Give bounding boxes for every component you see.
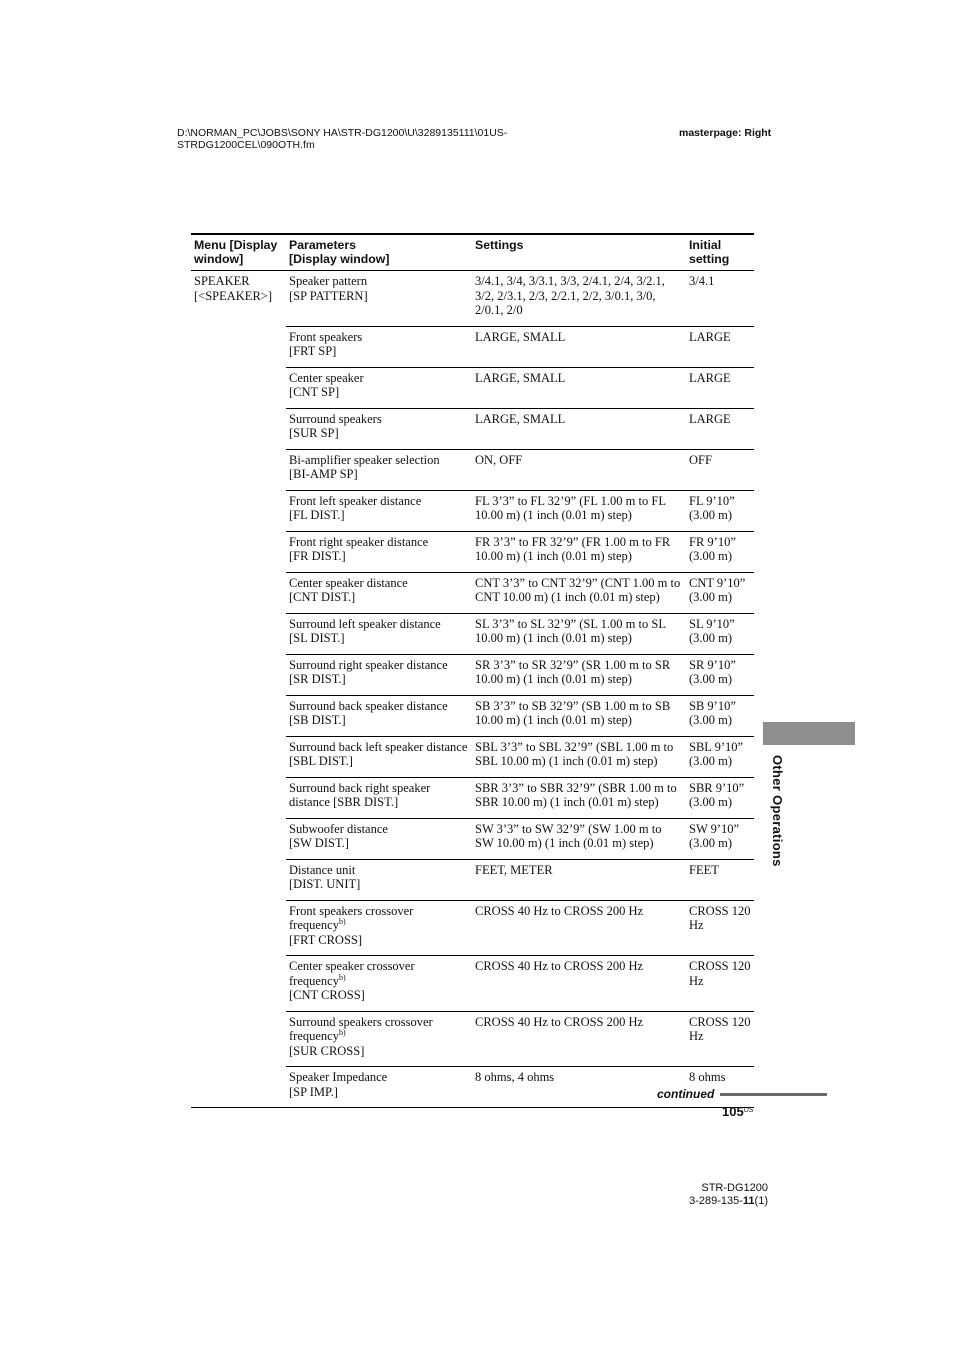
parameter-name: Speaker Impedance <box>289 1070 388 1084</box>
menu-cell <box>191 572 286 613</box>
parameter-display-window: [SUR CROSS] <box>289 1043 365 1058</box>
parameter-display-window: [CNT SP] <box>289 385 340 399</box>
parameter-cell <box>286 654 472 695</box>
menu-cell <box>191 408 286 449</box>
menu-cell <box>191 777 286 818</box>
menu-cell <box>191 326 286 367</box>
header-initial-line-2: setting <box>689 252 730 266</box>
parameter-name: Surround left speaker distance <box>289 616 441 631</box>
settings-cell: CNT 3’3” to CNT 32’9” (CNT 1.00 m to CNT 10.00 m) (1 inch (0.01 m) step) <box>472 572 686 613</box>
parameter-name: Distance unit <box>289 862 356 877</box>
menu-cell <box>191 367 286 408</box>
settings-cell: SBL 3’3” to SBL 32’9” (SBL 1.00 m to SBL 10.00 m) (1 inch (0.01 m) step) <box>472 736 686 777</box>
menu-cell <box>191 449 286 490</box>
parameter-display-window: [SBL DIST.] <box>289 754 353 768</box>
parameter-display-window: [FRT CROSS] <box>289 932 363 947</box>
menu-cell <box>191 695 286 736</box>
parameter-cell <box>286 490 472 531</box>
header-menu-line-2: window] <box>194 252 244 266</box>
parameter-cell <box>286 1067 472 1108</box>
table-row <box>191 859 754 900</box>
settings-cell: CROSS 40 Hz to CROSS 200 Hz <box>472 1011 686 1067</box>
footer-code-prefix: 3-289-135- <box>689 1195 743 1207</box>
parameter-name-cont: frequency <box>289 1029 339 1043</box>
settings-cell: LARGE, SMALL <box>472 326 686 367</box>
settings-cell: LARGE, SMALL <box>472 408 686 449</box>
parameter-cell <box>286 818 472 859</box>
parameter-display-window: distance [SBR DIST.] <box>289 795 399 809</box>
initial-setting-cell: FEET <box>686 859 754 900</box>
parameter-name: Surround speakers <box>289 411 382 426</box>
menu-cell <box>191 531 286 572</box>
parameter-display-window: [CNT CROSS] <box>289 988 365 1002</box>
table-row <box>191 736 754 777</box>
parameter-display-window: [CNT DIST.] <box>289 590 356 604</box>
initial-setting-cell: CROSS 120 Hz <box>686 900 754 956</box>
table-row <box>191 367 754 408</box>
initial-setting-cell: SW 9’10” (3.00 m) <box>686 818 754 859</box>
parameter-cell <box>286 956 472 1012</box>
header-initial-line-1: Initial <box>689 238 722 252</box>
initial-setting-cell: SBL 9’10” (3.00 m) <box>686 736 754 777</box>
initial-setting-cell: OFF <box>686 449 754 490</box>
header-parameters-line-1: Parameters <box>289 238 356 252</box>
settings-cell: FL 3’3” to FL 32’9” (FL 1.00 m to FL 10.00 m) (1 inch (0.01 m) step) <box>472 490 686 531</box>
table-row <box>191 1011 754 1067</box>
header-parameters-line-2: [Display window] <box>289 252 390 266</box>
table-row <box>191 777 754 818</box>
initial-setting-cell: LARGE <box>686 408 754 449</box>
footnote-marker: b) <box>338 972 346 982</box>
table-row <box>191 654 754 695</box>
settings-cell: FEET, METER <box>472 859 686 900</box>
parameter-name: Center speaker distance <box>289 575 408 590</box>
parameter-name: Surround back speaker distance <box>289 698 448 713</box>
initial-setting-cell: FL 9’10” (3.00 m) <box>686 490 754 531</box>
initial-setting-cell: SB 9’10” (3.00 m) <box>686 695 754 736</box>
parameter-name: Front left speaker distance <box>289 493 422 508</box>
initial-setting-cell: 3/4.1 <box>686 271 754 327</box>
parameter-name: Surround speakers crossover <box>289 1014 433 1029</box>
menu-cell <box>191 654 286 695</box>
menu-cell <box>191 736 286 777</box>
menu-name: SPEAKER <box>194 274 250 288</box>
parameter-name: Center speaker <box>289 370 364 385</box>
settings-cell: 3/4.1, 3/4, 3/3.1, 3/3, 2/4.1, 2/4, 3/2.1, 3/2, 2/3.1, 2/3, 2/2.1, 2/2, 3/0.1, 3/0, 2/0.1, 2/0 <box>472 271 686 327</box>
table-row <box>191 818 754 859</box>
parameter-cell <box>286 1011 472 1067</box>
initial-setting-cell: SR 9’10” (3.00 m) <box>686 654 754 695</box>
parameter-name: Bi-amplifier speaker selection <box>289 452 440 467</box>
menu-cell <box>191 956 286 1012</box>
parameter-cell <box>286 271 472 327</box>
speaker-settings-table <box>191 233 754 1108</box>
parameter-name: Speaker pattern <box>289 274 368 288</box>
header-menu-line-1: Menu [Display <box>194 238 278 252</box>
continued-rule <box>720 1093 827 1096</box>
settings-cell: ON, OFF <box>472 449 686 490</box>
footer-code-revision: 11 <box>742 1195 755 1207</box>
footer-model-info <box>686 1182 768 1208</box>
settings-cell: FR 3’3” to FR 32’9” (FR 1.00 m to FR 10.00 m) (1 inch (0.01 m) step) <box>472 531 686 572</box>
settings-cell: LARGE, SMALL <box>472 367 686 408</box>
settings-cell: CROSS 40 Hz to CROSS 200 Hz <box>472 956 686 1012</box>
settings-cell: CROSS 40 Hz to CROSS 200 Hz <box>472 900 686 956</box>
menu-cell <box>191 490 286 531</box>
footer-model: STR-DG1200 <box>701 1182 768 1194</box>
initial-setting-cell: FR 9’10” (3.00 m) <box>686 531 754 572</box>
page-number-value: 105 <box>722 1104 744 1119</box>
parameter-name: Surround back right speaker <box>289 780 431 795</box>
settings-cell: SW 3’3” to SW 32’9” (SW 1.00 m to SW 10.00 m) (1 inch (0.01 m) step) <box>472 818 686 859</box>
parameter-cell <box>286 449 472 490</box>
parameter-display-window: [FR DIST.] <box>289 549 346 563</box>
parameter-name: Surround back left speaker distance <box>289 739 468 754</box>
menu-cell <box>191 900 286 956</box>
parameter-name-cont: frequency <box>289 918 339 932</box>
parameter-name: Center speaker crossover <box>289 959 415 973</box>
parameter-name: Subwoofer distance <box>289 821 388 836</box>
table-row <box>191 900 754 956</box>
table-header-row <box>191 234 754 271</box>
table-row <box>191 449 754 490</box>
section-tab-label: Other Operations <box>770 755 785 867</box>
footer-code <box>686 1195 768 1208</box>
parameter-name-cont: frequency <box>289 973 339 988</box>
initial-setting-cell: SL 9’10” (3.00 m) <box>686 613 754 654</box>
parameter-display-window: [SUR SP] <box>289 426 339 440</box>
header-menu <box>191 234 286 271</box>
settings-cell: SBR 3’3” to SBR 32’9” (SBR 1.00 m to SBR 10.00 m) (1 inch (0.01 m) step) <box>472 777 686 818</box>
parameter-name: Front right speaker distance <box>289 534 429 549</box>
parameter-display-window: [FRT SP] <box>289 344 337 358</box>
parameter-cell <box>286 326 472 367</box>
header-settings: Settings <box>475 238 524 252</box>
settings-cell: SB 3’3” to SB 32’9” (SB 1.00 m to SB 10.00 m) (1 inch (0.01 m) step) <box>472 695 686 736</box>
parameter-display-window: [DIST. UNIT] <box>289 877 361 891</box>
parameter-display-window: [BI-AMP SP] <box>289 467 358 481</box>
header-initial-setting <box>686 234 754 271</box>
parameter-name: Front speakers <box>289 329 363 344</box>
menu-cell <box>191 859 286 900</box>
parameter-cell <box>286 531 472 572</box>
menu-display-window: [<SPEAKER>] <box>194 288 272 303</box>
parameter-display-window: [SP PATTERN] <box>289 288 368 303</box>
initial-setting-cell: SBR 9’10” (3.00 m) <box>686 777 754 818</box>
parameter-cell <box>286 613 472 654</box>
parameter-display-window: [SP IMP.] <box>289 1084 338 1099</box>
table-row <box>191 572 754 613</box>
table-row <box>191 613 754 654</box>
initial-setting-cell: CROSS 120 Hz <box>686 956 754 1012</box>
continued-label: continued <box>657 1087 715 1101</box>
menu-cell <box>191 271 286 327</box>
settings-cell: 8 ohms, 4 ohms <box>472 1067 686 1108</box>
masterpage-label: masterpage: Right <box>679 127 772 139</box>
menu-cell <box>191 1067 286 1108</box>
initial-setting-cell: LARGE <box>686 326 754 367</box>
settings-cell: SR 3’3” to SR 32’9” (SR 1.00 m to SR 10.00 m) (1 inch (0.01 m) step) <box>472 654 686 695</box>
parameter-cell <box>286 572 472 613</box>
file-path-line-1: D:\NORMAN_PC\JOBS\SONY HA\STR-DG1200\U\3289135111\01US- <box>177 127 508 139</box>
parameter-name: Surround right speaker distance <box>289 657 448 672</box>
menu-cell <box>191 818 286 859</box>
section-tab-marker <box>763 722 855 745</box>
page-number-suffix: US <box>743 1107 754 1114</box>
parameter-cell <box>286 367 472 408</box>
parameter-cell <box>286 900 472 956</box>
parameter-cell <box>286 736 472 777</box>
parameter-display-window: [FL DIST.] <box>289 508 345 522</box>
parameter-display-window: [SR DIST.] <box>289 672 346 686</box>
parameter-cell <box>286 408 472 449</box>
initial-setting-cell: 8 ohms <box>686 1067 754 1108</box>
initial-setting-cell: CNT 9’10” (3.00 m) <box>686 572 754 613</box>
parameter-display-window: [SL DIST.] <box>289 631 345 645</box>
table-row <box>191 695 754 736</box>
file-path-header <box>177 127 597 151</box>
initial-setting-cell: CROSS 120 Hz <box>686 1011 754 1067</box>
initial-setting-cell: LARGE <box>686 367 754 408</box>
file-path-line-2: STRDG1200CEL\090OTH.fm <box>177 139 315 151</box>
table-row <box>191 956 754 1012</box>
table-row <box>191 531 754 572</box>
parameter-name: Front speakers crossover <box>289 903 414 918</box>
parameter-cell <box>286 777 472 818</box>
table-row <box>191 408 754 449</box>
table-row <box>191 326 754 367</box>
settings-cell: SL 3’3” to SL 32’9” (SL 1.00 m to SL 10.00 m) (1 inch (0.01 m) step) <box>472 613 686 654</box>
parameter-display-window: [SW DIST.] <box>289 836 349 850</box>
parameter-cell <box>286 859 472 900</box>
table-row <box>191 271 754 327</box>
header-parameters <box>286 234 472 271</box>
menu-cell <box>191 1011 286 1067</box>
parameter-cell <box>286 695 472 736</box>
table-row <box>191 490 754 531</box>
menu-cell <box>191 613 286 654</box>
footnote-marker: b) <box>338 917 346 926</box>
footnote-marker: b) <box>338 1028 346 1037</box>
page-number <box>722 1104 753 1119</box>
footer-code-suffix: (1) <box>754 1195 768 1207</box>
parameter-display-window: [SB DIST.] <box>289 713 346 727</box>
